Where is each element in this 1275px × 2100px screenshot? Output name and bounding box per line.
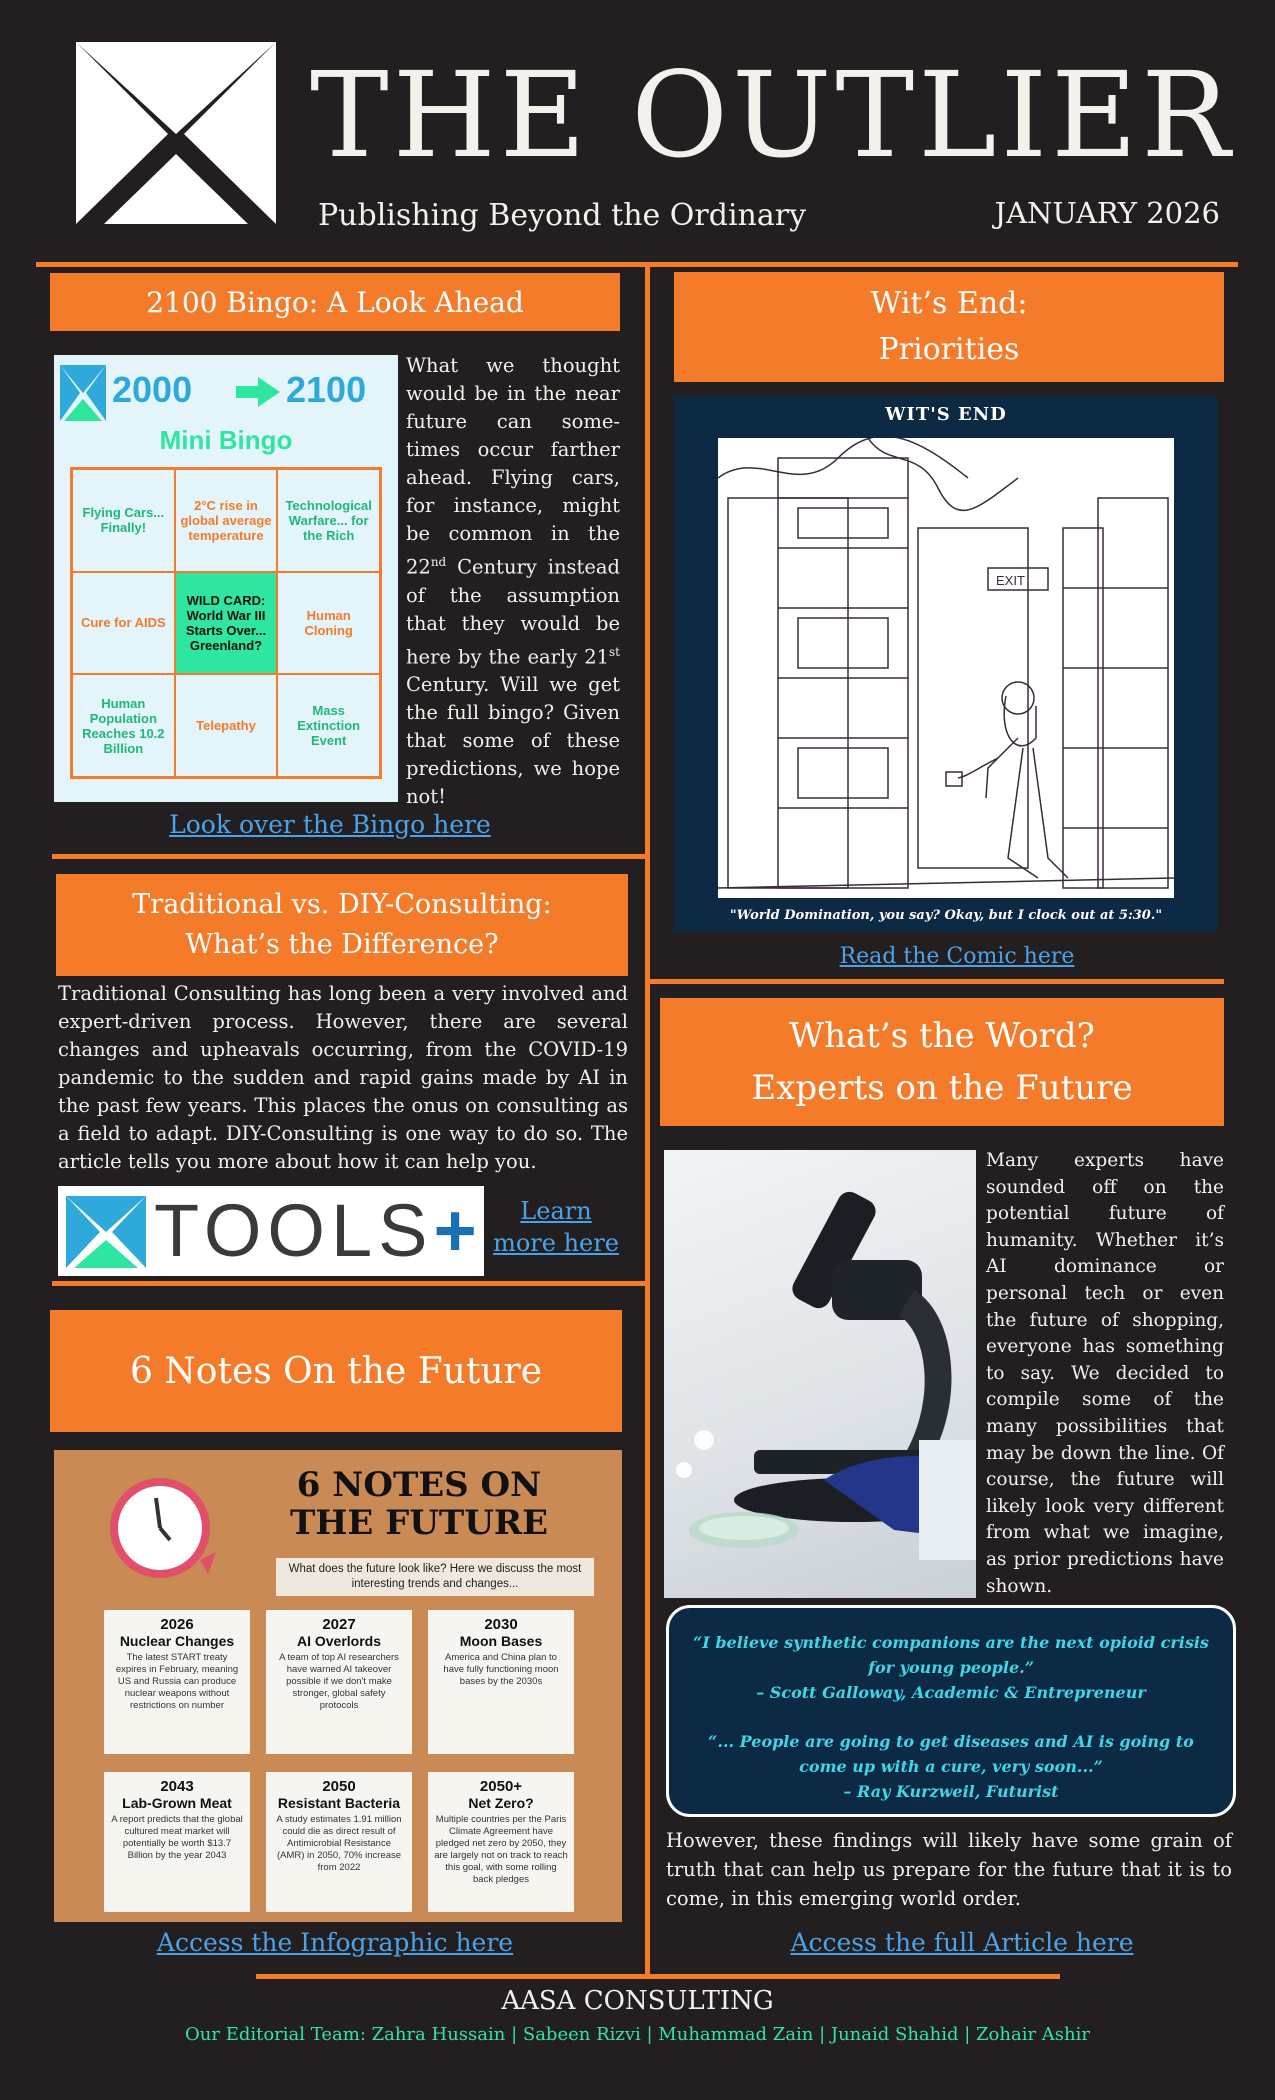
masthead-tagline: Publishing Beyond the Ordinary [318, 198, 807, 233]
bingo-image [54, 355, 398, 802]
note-title: Moon Bases [459, 1633, 543, 1649]
quote-2: “... People are going to get diseases and AI is going to come up with a cure, very soon...” [708, 1732, 1194, 1776]
comic-heading: Wit’s End: Priorities [674, 272, 1224, 382]
outlier-logo [76, 42, 276, 224]
bingo-wildcard-cell: WILD CARD: World War III Starts Over... Greenland? [175, 572, 278, 675]
quote-box [666, 1605, 1236, 1817]
issue-date: JANUARY 2026 [994, 196, 1220, 230]
note-title: Net Zero? [468, 1795, 534, 1811]
masthead-title: THE OUTLIER [310, 46, 1235, 184]
word-heading: What’s the Word? Experts on the Future [660, 998, 1224, 1126]
note-title: Nuclear Changes [119, 1633, 235, 1649]
bingo-cell: Flying Cars... Finally! [72, 469, 175, 572]
left-divider-1 [52, 854, 645, 859]
bingo-body: What we thought would be in the near future can some-times occur farther ahead. Flying cars, for instance, might be common in the 22nd Century instead of the assumption that they would be here by the early 21st Century. Will we get the full bingo? Given that some of these predictions, we hope not! [406, 354, 620, 808]
comic-drawing [718, 438, 1174, 898]
right-divider-1 [650, 979, 1224, 984]
note-card [266, 1772, 412, 1912]
note-text: A team of top AI researchers have warned AI takeover possible if we don't make stronger, global safety protocols [279, 1652, 399, 1711]
bingo-logo-icon [60, 365, 106, 421]
note-card [104, 1610, 250, 1754]
bingo-cell: 2°C rise in global average temperature [175, 469, 278, 572]
server-room-drawing [718, 438, 1174, 898]
comic-panel-title: WIT'S END [885, 404, 1007, 425]
bingo-heading: 2100 Bingo: A Look Ahead [50, 273, 620, 331]
note-text: Multiple countries per the Paris Climate Agreement have pledged net zero by 2050, they are largely not on track to reach this goal, with some rolling back pledges [434, 1814, 568, 1885]
lab-photo [664, 1150, 976, 1598]
bingo-cell: Technological Warfare... for the Rich [277, 469, 380, 572]
bingo-year-to: 2100 [286, 369, 367, 410]
word-closing: However, these findings will likely have some grain of truth that can help us prepare for the future that it is to come, in this emerging world order. [666, 1829, 1232, 1910]
bingo-grid [70, 467, 382, 779]
tools-logo [58, 1186, 484, 1276]
note-card [428, 1772, 574, 1912]
notes-infographic [54, 1450, 622, 1922]
note-year: 2030 [484, 1616, 518, 1633]
notes-image-intro: What does the future look like? Here we discuss the most interesting trends and changes... [276, 1558, 594, 1596]
bingo-cell: Mass Extinction Event [277, 674, 380, 777]
microscope-illustration [664, 1150, 976, 1598]
quote-2-attribution: – Ray Kurzweil, Futurist [843, 1782, 1059, 1801]
footer-divider [256, 1974, 1060, 1979]
note-year: 2043 [160, 1778, 194, 1795]
note-year: 2050 [322, 1778, 356, 1795]
comic-link[interactable]: Read the Comic here [839, 944, 1075, 969]
footer-org: AASA CONSULTING [501, 1986, 774, 2016]
consulting-link[interactable]: Learn more here [493, 1197, 619, 1257]
bingo-cell: Telepathy [175, 674, 278, 777]
consulting-heading: Traditional vs. DIY-Consulting: What’s the Difference? [56, 874, 628, 976]
left-divider-2 [52, 1281, 645, 1286]
masthead-divider [36, 262, 1238, 267]
bingo-link[interactable]: Look over the Bingo here [169, 810, 491, 839]
footer-team-label: Our Editorial Team: [185, 2024, 366, 2045]
note-card [428, 1610, 574, 1754]
note-year: 2050+ [479, 1778, 523, 1795]
note-text: A study estimates 1.91 million could die as direct result of Antimicrobial Resistance (AMR) in 2050, 70% increase from 2022 [276, 1814, 402, 1873]
notes-image-title: 6 NOTES ON THE FUTURE [289, 1465, 549, 1543]
tools-logo-icon [66, 1196, 146, 1268]
note-year: 2027 [322, 1616, 356, 1633]
note-text: A report predicts that the global cultured meat market will potentially be worth $13.7 Billion by the year 2043 [111, 1814, 243, 1861]
note-year: 2026 [160, 1616, 194, 1633]
bingo-cell: Human Cloning [277, 572, 380, 675]
word-body: Many experts have sounded off on the potential future of humanity. Whether it’s AI dominance or personal tech or even the future of shopping, everyone has something to say. We decided to compile some of the many possibilities that may be down the line. Of course, the future will likely look very different from what we imagine, as prior predictions have shown. [986, 1150, 1224, 1597]
notes-heading: 6 Notes On the Future [50, 1310, 622, 1432]
bingo-cell: Human Population Reaches 10.2 Billion [72, 674, 175, 777]
note-card [266, 1610, 412, 1754]
column-divider [645, 264, 650, 1976]
footer-team-names: Zahra Hussain | Sabeen Rizvi | Muhammad Zain | Junaid Shahid | Zohair Ashir [371, 2024, 1090, 2045]
note-text: The latest START treaty expires in February, meaning US and Russia can produce nuclear weapons without restrictions on number [115, 1652, 239, 1711]
note-title: Lab-Grown Meat [122, 1795, 232, 1811]
note-text: America and China plan to have fully functioning moon bases by the 2030s [443, 1652, 559, 1687]
consulting-body: Traditional Consulting has long been a very involved and expert-driven process. However, there are several changes and upheavals occurring, from the COVID-19 pandemic to the sudden and rapid gains made by AI in the past few years. This places the onus on consulting as a field to adapt. DIY-Consulting is one way to do so. The article tells you more about how it can help you. [58, 982, 628, 1173]
clock-icon [108, 1474, 218, 1584]
bingo-subtitle: Mini Bingo [159, 425, 293, 455]
note-title: Resistant Bacteria [277, 1795, 401, 1811]
bingo-cell: Cure for AIDS [72, 572, 175, 675]
exit-sign: EXIT [996, 573, 1025, 588]
masthead [0, 0, 1275, 262]
notes-link[interactable]: Access the Infographic here [156, 1928, 514, 1957]
word-link[interactable]: Access the full Article here [790, 1928, 1134, 1957]
comic-caption: "World Domination, you say? Okay, but I clock out at 5:30." [729, 908, 1163, 923]
comic-panel [674, 396, 1218, 932]
note-title: AI Overlords [296, 1633, 382, 1649]
quote-1-attribution: – Scott Galloway, Academic & Entrepreneur [756, 1683, 1146, 1702]
arrow-right-icon [236, 377, 280, 407]
tools-logo-text: TOOLS+ [154, 1189, 483, 1272]
quote-1: “I believe synthetic companions are the next opioid crisis for young people.” [693, 1633, 1209, 1677]
bingo-year-from: 2000 [112, 369, 193, 410]
footer-team [0, 2024, 1275, 2045]
note-card [104, 1772, 250, 1912]
